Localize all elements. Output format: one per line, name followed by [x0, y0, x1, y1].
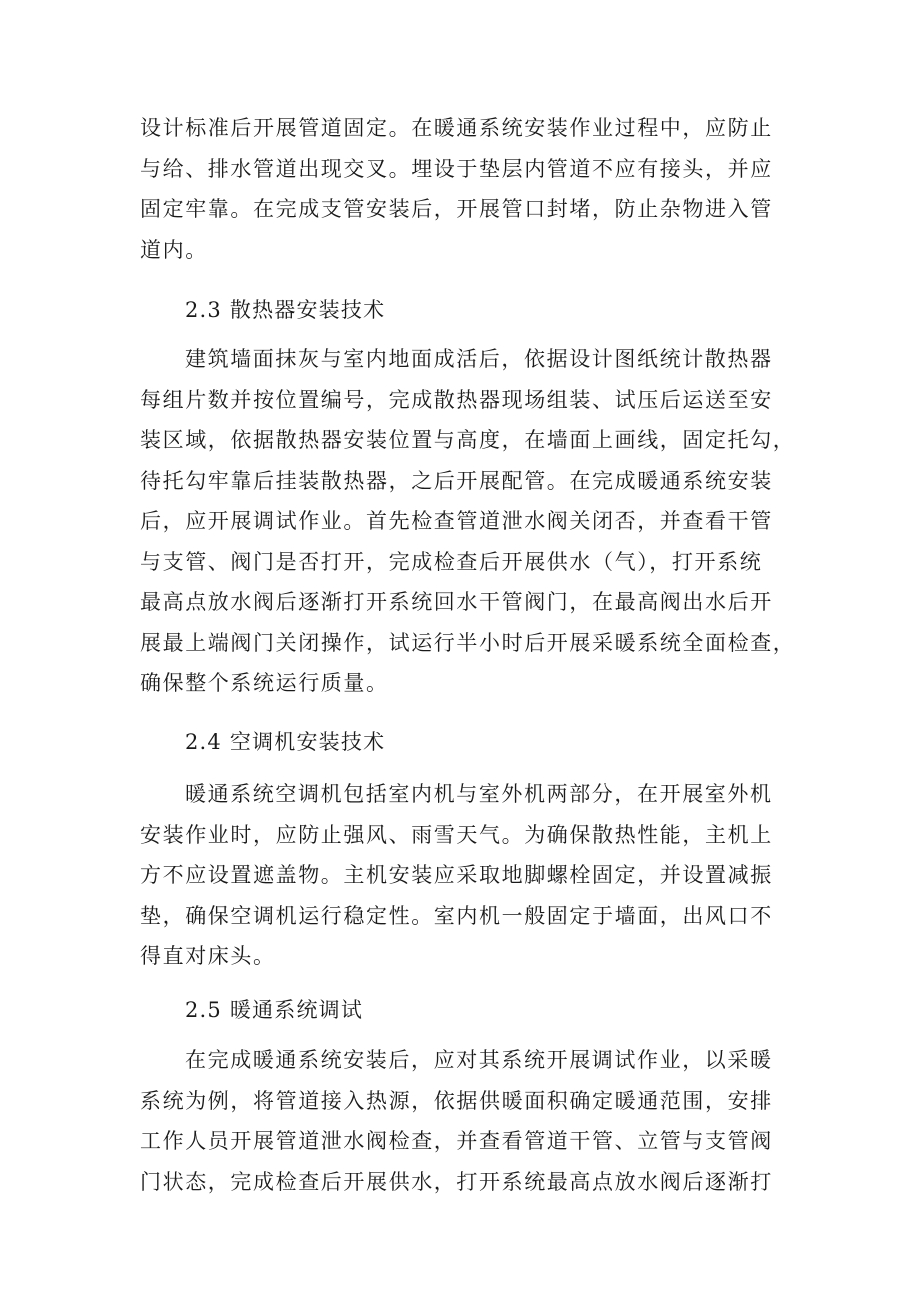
text-line: 道内。 [140, 237, 208, 262]
text-line: 待托勾牢靠后挂装散热器，之后开展配管。在完成暖通系统安装 [140, 468, 773, 493]
text-line: 得直对床头。 [140, 944, 276, 968]
paragraph-air-conditioner [140, 774, 790, 977]
text-line: 方不应设置遮盖物。主机安装应采取地脚螺栓固定，并设置减振 [140, 863, 773, 887]
text-line: 确保整个系统运行质量。 [140, 671, 389, 695]
text-line: 门状态，完成检查后开展供水，打开系统最高点放水阀后逐渐打 [140, 1169, 773, 1194]
text-line: 暖通系统空调机包括室内机与室外机两部分，在开展室外机 [185, 782, 773, 806]
text-line: 每组片数并按位置编号，完成散热器现场组装、试压后运送至安 [140, 387, 773, 412]
text-line: 工作人员开展管道泄水阀检查，并查看管道干管、立管与支管阀 [140, 1129, 773, 1153]
paragraph-system-commissioning [140, 1040, 790, 1202]
text-line: 系统为例，将管道接入热源，依据供暖面积确定暖通范围，安排 [140, 1088, 773, 1113]
text-line: 后，应开展调试作业。首先检查管道泄水阀关闭否，并查看干管 [140, 509, 773, 533]
paragraph-continuation [140, 108, 790, 270]
section-heading-2-4: 2.4 空调机安装技术 [185, 730, 386, 754]
text-line: 垫，确保空调机运行稳定性。室内机一般固定于墙面，出风口不 [140, 903, 773, 928]
text-line: 设计标准后开展管道固定。在暖通系统安装作业过程中，应防止 [140, 116, 773, 140]
text-line: 与给、排水管道出现交叉。埋设于垫层内管道不应有接头，并应 [140, 156, 773, 181]
section-heading-2-5: 2.5 暖通系统调试 [185, 998, 364, 1022]
text-line: 固定牢靠。在完成支管安装后，开展管口封堵，防止杂物进入管 [140, 197, 773, 221]
text-line: 装区域，依据散热器安装位置与高度，在墙面上画线，固定托勾， [140, 428, 796, 452]
paragraph-radiator [140, 339, 796, 704]
text-line: 最高点放水阀后逐渐打开系统回水干管阀门，在最高阀出水后开 [140, 590, 773, 614]
text-line: 展最上端阀门关闭操作，试运行半小时后开展采暖系统全面检查， [140, 630, 796, 655]
section-heading-2-3: 2.3 散热器安装技术 [185, 298, 386, 322]
text-line: 安装作业时，应防止强风、雨雪天气。为确保散热性能，主机上 [140, 822, 773, 847]
text-line: 与支管、阀门是否打开，完成检查后开展供水（气），打开系统 [140, 549, 763, 574]
text-line: 建筑墙面抹灰与室内地面成活后，依据设计图纸统计散热器 [185, 347, 773, 371]
text-line: 在完成暖通系统安装后，应对其系统开展调试作业，以采暖 [185, 1048, 773, 1072]
